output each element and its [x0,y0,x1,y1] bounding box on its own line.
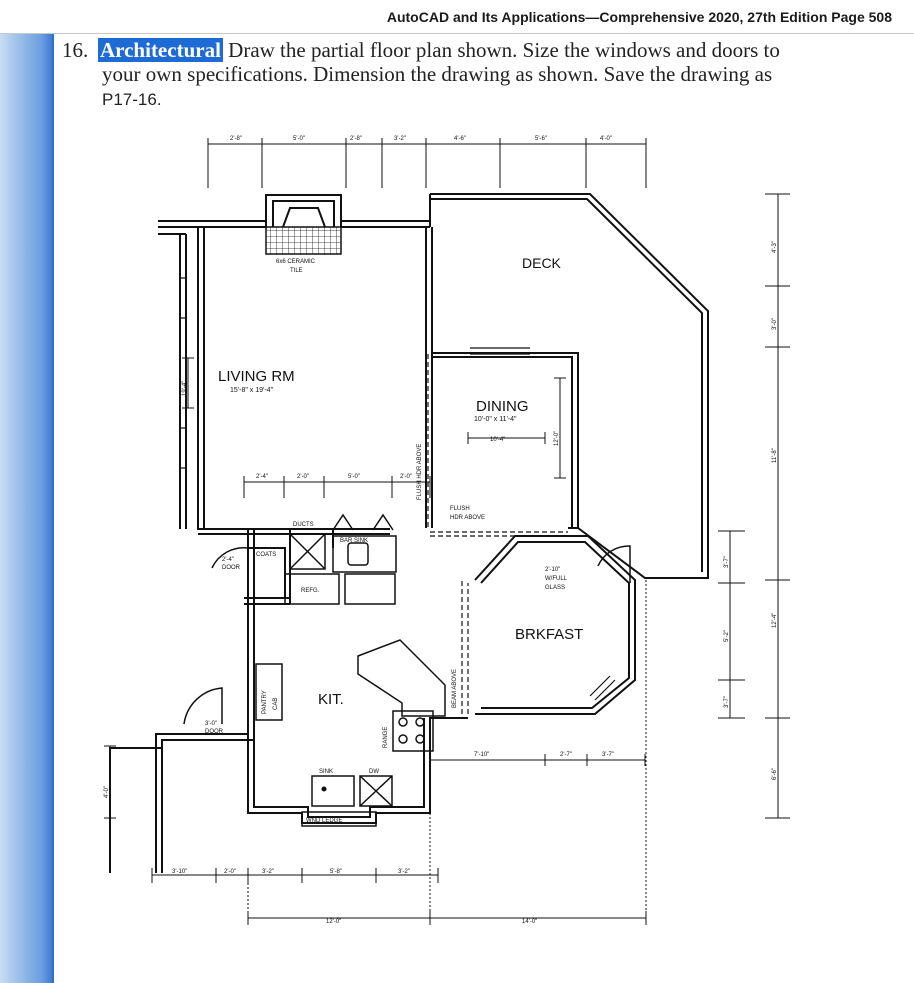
note-refg: REFG. [301,588,320,594]
note-pantry-1: PANTRY [262,690,268,714]
note-dw: DW [369,769,379,775]
dim-dining-width: 10'-4" [490,437,506,443]
exercise-filename: P17-16. [102,90,162,109]
dim-bottom-3: 3'-2" [262,869,274,875]
note-beam-above: BEAM ABOVE [452,668,458,708]
dim-top-5: 4'-6" [454,136,466,142]
dim-top-7: 4'-0" [600,136,612,142]
wall-lines [110,194,708,873]
note-pantry-2: CAB [273,697,279,710]
dim-dining-height: 12'-0" [554,430,560,446]
note-sink: SINK [319,769,334,775]
dim-right-inner-3: 3'-7" [724,696,730,708]
dim-right-inner-2: 5'-2" [724,630,730,642]
door-swing-brkfast [598,546,630,583]
note-glass-3: GLASS [545,585,566,591]
dim-bottom-total-2: 14'-0" [522,919,538,925]
dim-right-1: 4'-3" [772,241,778,253]
note-ceramic-2: TILE [290,268,303,274]
note-flush-hdr-above: FLUSH HDR ABOVE [417,443,423,500]
dim-brk-1: 7'-10" [474,752,490,758]
note-wnd-ledge: WND LEDGE [306,818,343,824]
page-header [0,0,914,34]
note-glass-2: W/FULL [545,576,568,582]
dim-top-2: 5'-0" [293,136,305,142]
dim-right-2: 3'-0" [772,318,778,330]
dim-right-far-1: 12'-4" [772,612,778,628]
exercise-number: 16. [62,38,89,62]
exercise-line-1 [62,38,882,62]
dim-top-3: 2'-8" [350,136,362,142]
room-label-brkfast: BRKFAST [515,626,584,643]
dim-mid-2: 2'-0" [297,474,309,480]
note-door-top-1: 2'-4" [222,557,234,563]
dim-top-4: 3'-2" [394,136,406,142]
sidebar-divider [52,34,54,983]
dim-top-1: 2'-8" [230,136,242,142]
exercise-text [62,38,882,112]
exercise-category-highlight: Architectural [100,38,221,62]
range-cooktop [393,711,433,751]
pantry-cabinet [256,664,282,720]
note-door-bot-1: 3'-0" [205,721,217,727]
hearth-tile [266,227,341,254]
dim-bottom-1: 3'-10" [172,869,188,875]
dim-mid-3: 5'-0" [348,474,360,480]
exercise-line-3 [62,86,882,112]
note-flush-1: FLUSH [450,506,470,512]
kitchen-sink [312,776,354,806]
note-glass-1: 2'-10" [545,567,561,573]
dim-bottom-2: 2'-0" [224,869,236,875]
dim-right-3: 11'-8" [772,448,778,463]
dim-brk-2: 2'-7" [560,752,572,758]
exercise-line-2: your own specifications. Dimension the drawing as shown. Save the drawing as [102,62,773,86]
dining-size: 10'-0" x 11'-4" [474,416,517,423]
dim-bottom-4: 5'-8" [330,869,342,875]
sidebar-panel [0,34,52,983]
dim-right-far-2: 6'-6" [772,768,778,780]
room-label-deck: DECK [522,255,561,271]
dim-top-6: 5'-6" [535,136,547,142]
note-coats: COATS [256,552,277,558]
note-door-bot-2: DOOR [205,729,223,735]
note-door-top-2: DOOR [222,565,240,571]
note-range: RANGE [383,726,389,748]
note-ducts: DUCTS [293,522,314,528]
kitchen-island [358,640,445,716]
dim-living-height: 19'-4" [182,380,188,396]
exercise-instruction-1: Draw the partial floor plan shown. Size the windows and doors to [222,38,780,62]
dim-bottom-5: 3'-2" [398,869,410,875]
floor-plan [90,128,900,973]
dim-brk-3: 3'-7" [602,752,614,758]
dim-mid-4: 2'-0" [400,474,412,480]
note-bar-sink: BAR SINK [340,538,369,544]
room-label-dining: DINING [476,398,529,415]
door-swing-bottom [184,688,222,724]
dim-bottom-total-1: 12'-0" [326,919,342,925]
room-label-living: LIVING RM [218,368,295,385]
header-title: AutoCAD and Its Applications—Comprehensive 2020, 27th Edition Page 508 [386,9,892,25]
dim-left: 4'-0" [104,786,110,798]
room-label-kit: KIT. [318,691,344,708]
dim-mid-1: 2'-4" [256,474,268,480]
note-ceramic-1: 6x6 CERAMIC [276,259,316,265]
living-size: 15'-8" x 19'-4" [230,387,274,394]
note-flush-2: HDR ABOVE [450,515,486,521]
dim-right-inner-1: 3'-7" [724,556,730,568]
